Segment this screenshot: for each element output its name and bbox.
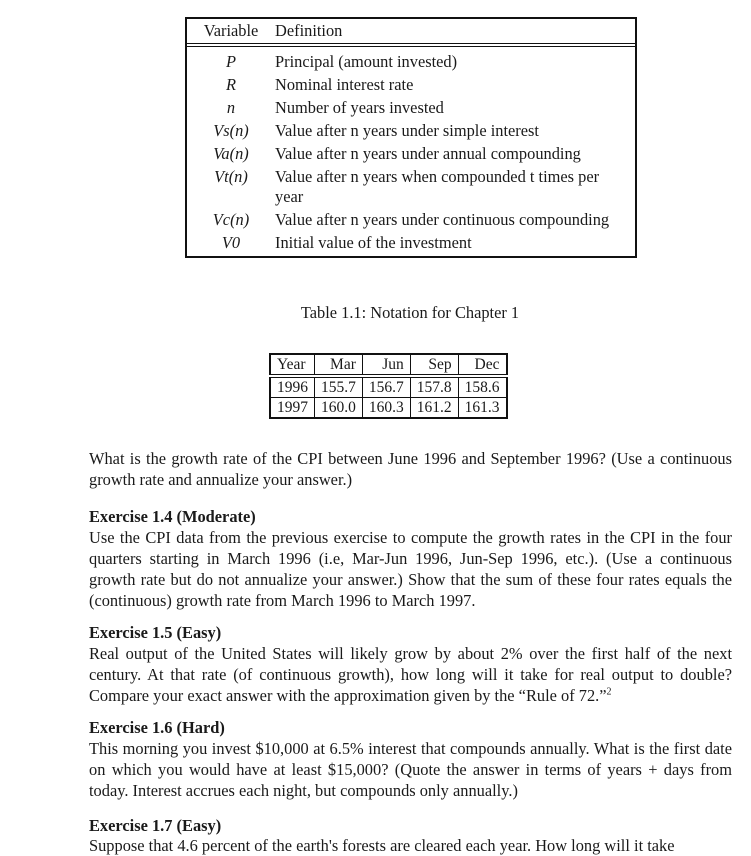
variable-definition: Principal (amount invested) [275,51,458,71]
footnote-mark[interactable]: 2 [606,686,612,698]
question-text: What is the growth rate of the CPI between June 1996 and September 1996? (Use a continuous growth rate and annualize your answer.) [89,449,732,489]
table-row [270,398,507,419]
notation-row [187,165,635,208]
variable-symbol: P [225,52,236,71]
exercise-1-6 [89,717,732,801]
cpi-value: 160.3 [362,398,410,419]
cpi-table [269,353,508,419]
exercise-title: Exercise 1.5 (Easy) [89,623,222,642]
notation-header [187,19,635,47]
variable-symbol: R [225,75,236,94]
exercise-text: This morning you invest $10,000 at 6.5% interest that compounds annually. What is the first date on which you would have at least $15,000? (Quote the answer in terms of years + days from today. Interest accrues each night, but compounds only annually.) [89,739,732,800]
year-cell: 1997 [270,398,315,419]
column-header: Dec [458,354,506,376]
variable-symbol: Vt(n) [214,167,248,186]
column-header: Sep [410,354,458,376]
notation-body [187,47,635,256]
column-header: Year [270,354,315,376]
exercise-1-7 [89,815,732,836]
cpi-value: 157.8 [410,376,458,398]
cpi-value: 161.3 [458,398,506,419]
exercise-1-4 [89,506,732,611]
cpi-value: 160.0 [315,398,363,419]
exercise-body: Real output of the United States will likely grow by about 2% over the first half of the next century. At that rate (of continuous growth), how long will it take for real output to double? Compare your exact answer with the approximation given by the “Rule of 72.” [89,644,732,705]
notation-row [187,208,635,231]
variable-definition: Value after n years when compounded t times per year [275,166,600,206]
variable-definition: Value after n years under annual compounding [275,143,581,163]
year-cell: 1996 [270,376,315,398]
notation-row [187,50,635,73]
column-header: Mar [315,354,363,376]
notation-row [187,96,635,119]
notation-row [187,142,635,165]
table-row [270,376,507,398]
variable-symbol: n [226,98,236,117]
variable-definition: Number of years invested [275,97,444,117]
variable-definition: Initial value of the investment [275,232,472,252]
exercise-1-5 [89,622,732,706]
notation-row [187,73,635,96]
exercise-text: Suppose that 4.6 percent of the earth's forests are cleared each year. How long will it take [89,836,675,855]
header-row [270,354,507,376]
variable-definition: Value after n years under simple interest [275,120,539,140]
notation-row [187,119,635,142]
variable-definition: Value after n years under continuous compounding [275,209,610,229]
variable-definition: Nominal interest rate [275,74,414,94]
column-header: Jun [362,354,410,376]
cpi-value: 158.6 [458,376,506,398]
exercise-text [89,643,732,706]
variable-symbol: Va(n) [213,144,249,163]
exercise-title: Exercise 1.6 (Hard) [89,718,225,737]
variable-symbol: V0 [221,233,241,252]
variable-symbol: Vs(n) [213,121,249,140]
header-definition: Definition [275,21,343,40]
exercise-text: Use the CPI data from the previous exercise to compute the growth rates in the CPI in the four quarters starting in March 1996 (i.e, Mar-Jun 1996, Jun-Sep 1996, etc.). (Use a continuous growth rate but do not annualize your answer.) Show that the sum of these four rates equals the (continuous) growth rate from March 1996 to March 1997. [89,528,732,610]
notation-row [187,231,635,254]
cpi-value: 161.2 [410,398,458,419]
table-caption: Table 1.1: Notation for Chapter 1 [300,303,520,322]
cpi-value: 156.7 [362,376,410,398]
exercise-title: Exercise 1.4 (Moderate) [89,507,256,526]
variable-symbol: Vc(n) [212,210,250,229]
cpi-value: 155.7 [315,376,363,398]
header-variable: Variable [203,21,259,40]
exercise-title: Exercise 1.7 (Easy) [89,816,222,835]
notation-table [185,17,637,258]
